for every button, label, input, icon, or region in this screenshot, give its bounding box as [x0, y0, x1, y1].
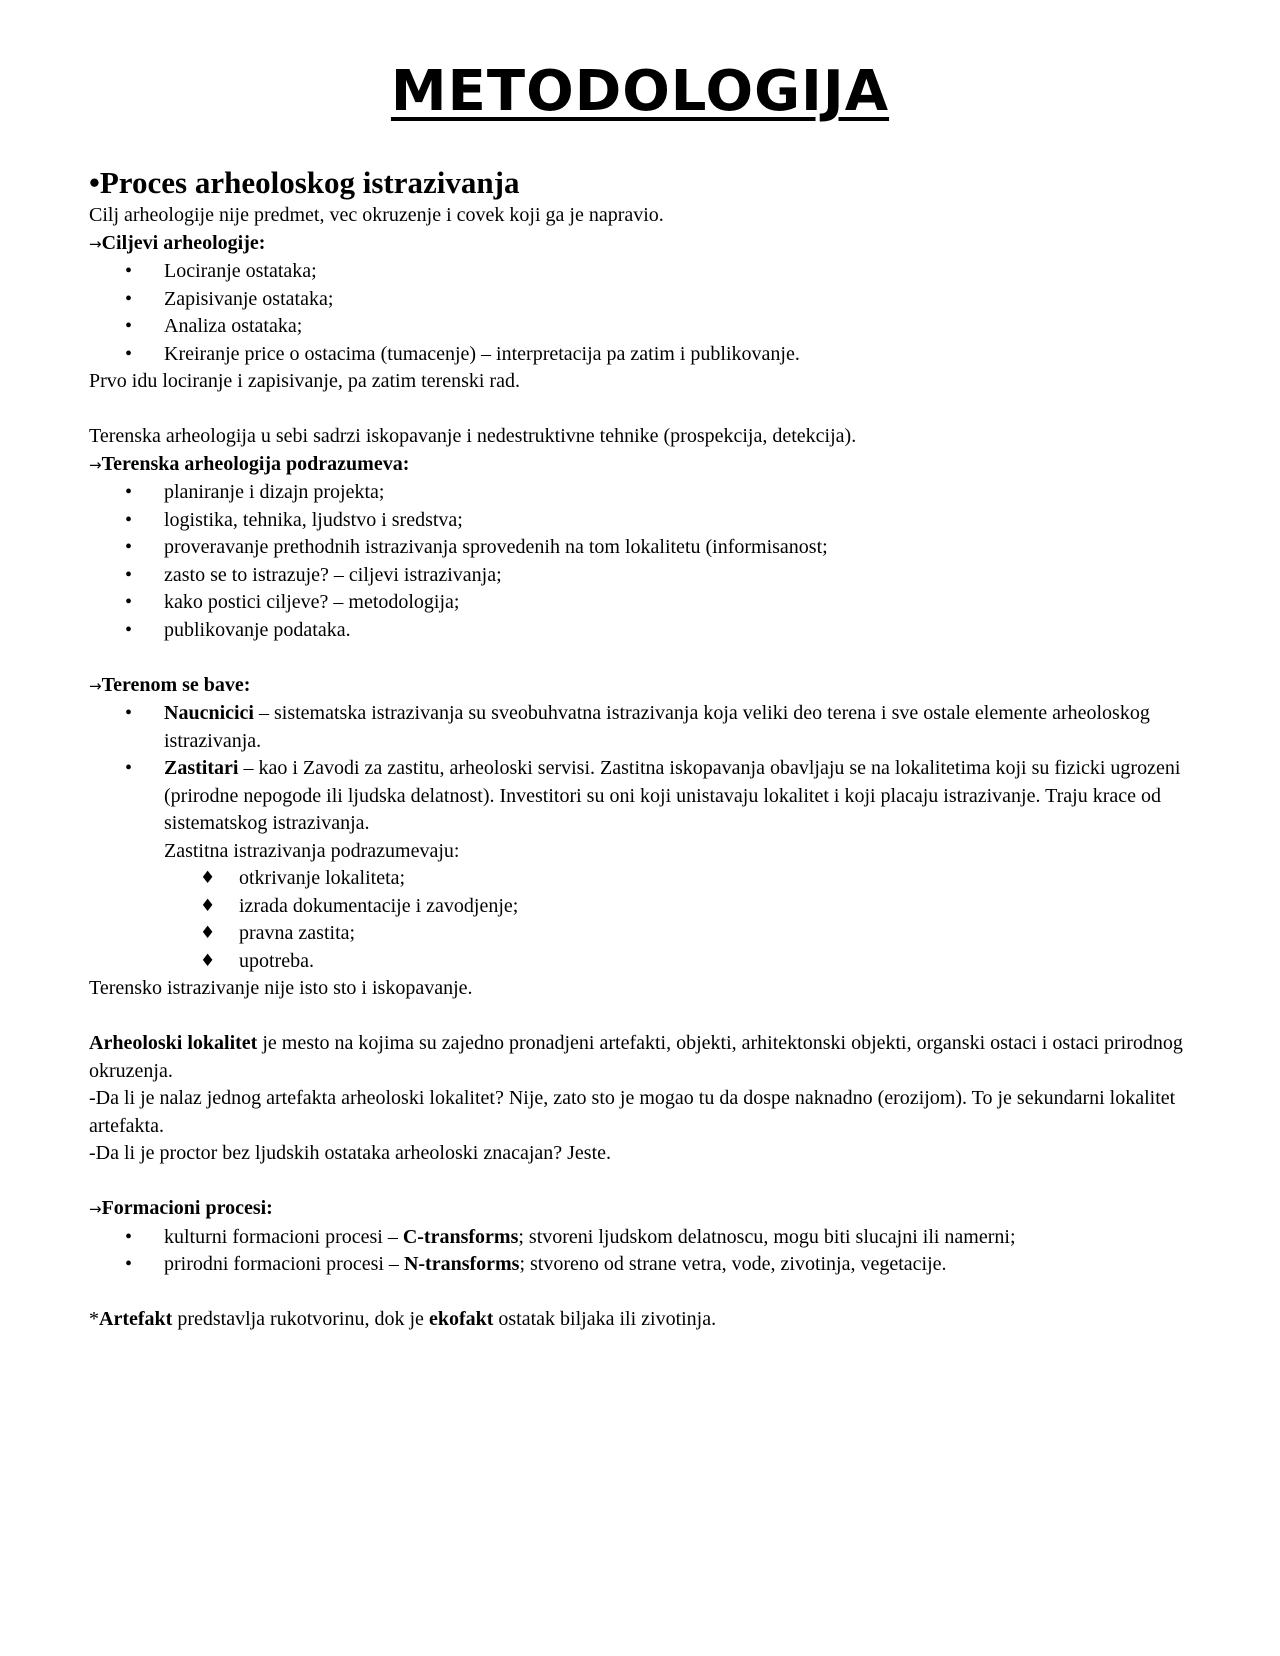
- workers-heading: [89, 672, 1199, 701]
- field-heading: [89, 451, 1199, 480]
- bullet-icon: •: [125, 260, 133, 282]
- bullet-icon: •: [125, 508, 133, 531]
- list-item-text: upotreba.: [239, 949, 314, 972]
- diamond-icon: ♦: [200, 868, 216, 888]
- conservators-text: – kao i Zavodi za zastitu, arheoloski servisi. Zastitna iskopavanja obavljaju se na lokalitetima koji su fizicki ugrozeni (prirodne nepogode ili ljudska delatnost). Investitori su oni koji unistavaju lokalitet i koji placaju istrazivanje. Traju krace od sistematskog istrazivanja.: [164, 757, 1181, 834]
- formation-heading-text: Formacioni procesi:: [101, 1197, 273, 1219]
- list-item: [89, 341, 1199, 369]
- goals-list: [89, 258, 1199, 368]
- workers-heading-text: Terenom se bave:: [101, 673, 251, 696]
- formation-heading: [89, 1195, 1199, 1224]
- ecofact-term: ekofakt: [428, 1308, 494, 1330]
- bullet-icon: •: [125, 702, 133, 724]
- bullet-icon: •: [125, 342, 133, 365]
- site-question-1: -Da li je nalaz jednog artefakta arheoloski lokalitet? Nije, zato sto je mogao tu da dospe naknadno (erozijom). To je sekundarni lokalitet artefakta.: [89, 1087, 1176, 1137]
- list-item-text: kako postici ciljeve? – metodologija;: [164, 591, 460, 613]
- protective-list: [89, 865, 1199, 975]
- list-item-text: Kreiranje price o ostacima (tumacenje) – interpretacija pa zatim i publikovanje.: [164, 342, 800, 365]
- cultural-term: C-transforms: [402, 1225, 519, 1248]
- list-item-text: planiranje i dizajn projekta;: [164, 481, 385, 503]
- site-definition-text: je mesto na kojima su zajedno pronadjeni artefakti, objekti, arhitektonski objekti, organski ostaci i ostaci prirodnog okruzenja.: [89, 1032, 1183, 1082]
- spacer: [89, 1003, 1199, 1031]
- spacer: [89, 644, 1199, 672]
- site-term: Arheoloski lokalitet: [89, 1032, 258, 1054]
- list-item-text: izrada dokumentacije i zavodjenje;: [239, 894, 519, 917]
- spacer: [89, 1279, 1199, 1307]
- bullet-icon: •: [125, 481, 133, 503]
- bullet-icon: •: [125, 1253, 133, 1275]
- spacer: [89, 1168, 1199, 1196]
- list-item: [164, 865, 1199, 893]
- list-item: [89, 1251, 1199, 1279]
- intro-paragraph: Cilj arheologije nije predmet, vec okruzenje i covek koji ga je napravio.: [89, 204, 664, 226]
- list-item: [89, 562, 1199, 590]
- field-heading-text: Terenska arheologija podrazumeva:: [101, 452, 410, 475]
- list-item: [164, 948, 1199, 976]
- list-item: [89, 589, 1199, 617]
- workers-list: [89, 700, 1199, 865]
- goals-after-paragraph: Prvo idu lociranje i zapisivanje, pa zatim terenski rad.: [89, 370, 520, 392]
- bullet-icon: •: [125, 1225, 133, 1248]
- scientists-term: Naucnicici: [164, 702, 254, 724]
- footnote-middle: predstavlja rukotvorinu, dok je: [172, 1308, 429, 1330]
- list-item: [89, 617, 1199, 645]
- arrow-icon: →: [89, 455, 102, 474]
- goals-heading-text: Ciljevi arheologije:: [101, 231, 266, 254]
- site-definition: [89, 1030, 1199, 1085]
- arrow-icon: →: [89, 676, 102, 695]
- footnote: [89, 1306, 1199, 1334]
- natural-pre: prirodni formacioni procesi –: [164, 1253, 404, 1275]
- section-heading: •Proces arheoloskog istrazivanja: [89, 165, 520, 200]
- bullet-icon: •: [125, 757, 133, 779]
- list-item-text: pravna zastita;: [239, 922, 356, 944]
- list-item-text: logistika, tehnika, ljudstvo i sredstva;: [164, 508, 463, 531]
- page-title: METODOLOGIJA: [390, 59, 890, 124]
- list-item: [89, 534, 1199, 562]
- goals-heading: [89, 230, 1199, 259]
- list-item: [164, 893, 1199, 921]
- workers-after-paragraph: Terensko istrazivanje nije isto sto i iskopavanje.: [89, 977, 473, 999]
- natural-term: N-transforms: [403, 1253, 520, 1275]
- natural-post: ; stvoreno od strane vetra, vode, zivotinja, vegetacije.: [519, 1253, 947, 1275]
- spacer: [89, 396, 1199, 424]
- list-item: [164, 920, 1199, 948]
- list-item-text: Zapisivanje ostataka;: [164, 287, 334, 310]
- list-item: [89, 1224, 1199, 1252]
- field-intro-paragraph: Terenska arheologija u sebi sadrzi iskopavanje i nedestruktivne tehnike (prospekcija, detekcija).: [89, 425, 857, 447]
- bullet-icon: •: [125, 618, 133, 641]
- document-body: [89, 164, 1199, 1334]
- arrow-icon: →: [89, 1200, 102, 1218]
- footnote-star: *: [89, 1308, 99, 1330]
- conservators-term: Zastitari: [164, 757, 239, 779]
- list-item-text: Analiza ostataka;: [164, 315, 303, 337]
- list-item: [89, 507, 1199, 535]
- bullet-icon: •: [125, 536, 133, 558]
- bullet-icon: •: [125, 287, 133, 310]
- bullet-icon: •: [125, 591, 133, 613]
- list-item-text: publikovanje podataka.: [164, 618, 351, 641]
- cultural-post: ; stvoreni ljudskom delatnoscu, mogu biti slucajni ili namerni;: [518, 1225, 1016, 1248]
- bullet-icon: •: [125, 315, 133, 337]
- list-item: [89, 313, 1199, 341]
- formation-list: [89, 1224, 1199, 1279]
- diamond-icon: ♦: [200, 895, 216, 916]
- diamond-icon: ♦: [200, 950, 216, 971]
- footnote-end: ostatak biljaka ili zivotinja.: [493, 1308, 717, 1330]
- list-item: [89, 258, 1199, 286]
- cultural-pre: kulturni formacioni procesi –: [164, 1225, 403, 1248]
- protective-heading: Zastitna istrazivanja podrazumevaju:: [164, 839, 460, 862]
- list-item: [89, 479, 1199, 507]
- diamond-icon: ♦: [200, 923, 216, 943]
- list-item-text: proveravanje prethodnih istrazivanja sprovedenih na tom lokalitetu (informisanost;: [164, 536, 828, 558]
- artefact-term: Artefakt: [99, 1308, 173, 1330]
- scientists-text: – sistematska istrazivanja su sveobuhvatna istrazivanja koja veliki deo terena i sve ostale elemente arheoloskog istrazivanja.: [164, 702, 1150, 752]
- list-item: [89, 700, 1199, 755]
- list-item: [89, 286, 1199, 314]
- site-question-2: -Da li je proctor bez ljudskih ostataka arheoloski znacajan? Jeste.: [89, 1142, 612, 1164]
- list-item-text: otkrivanje lokaliteta;: [239, 867, 406, 889]
- bullet-icon: •: [125, 563, 133, 586]
- list-item-text: zasto se to istrazuje? – ciljevi istrazivanja;: [164, 563, 502, 586]
- field-list: [89, 479, 1199, 644]
- list-item-text: Lociranje ostataka;: [164, 260, 317, 282]
- list-item: [89, 755, 1199, 865]
- arrow-icon: →: [89, 234, 102, 253]
